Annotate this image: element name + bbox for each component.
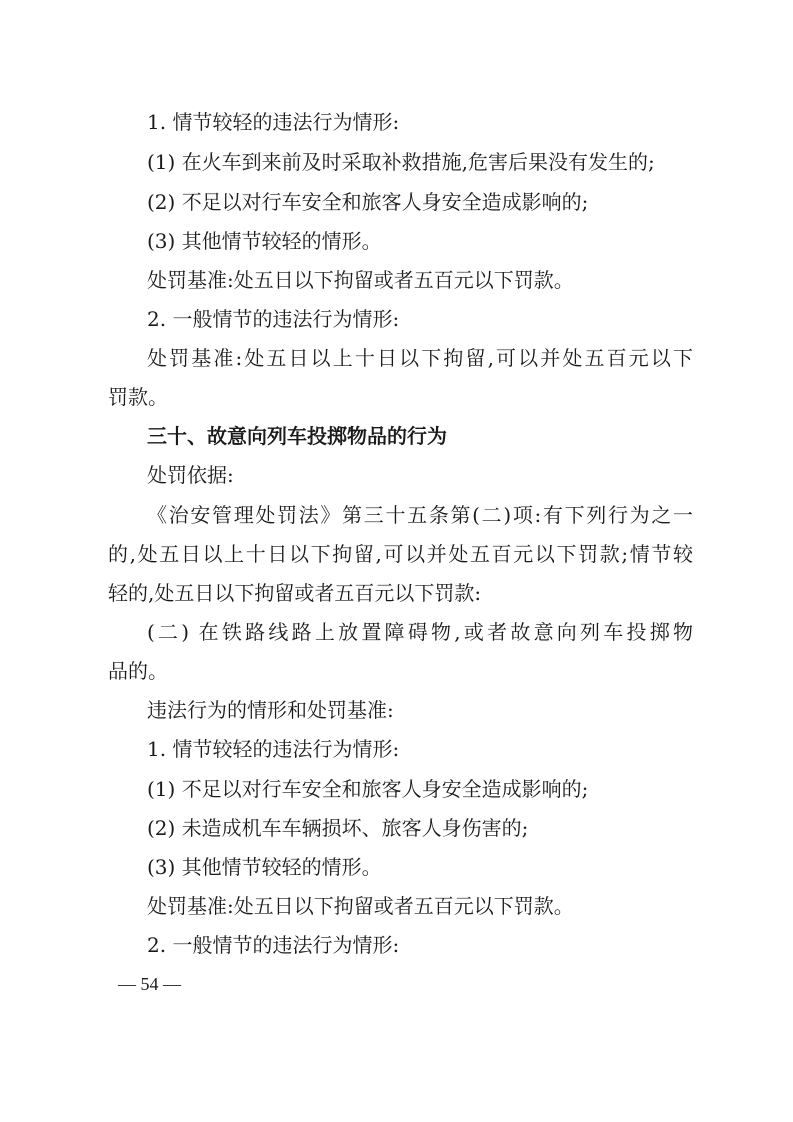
text-line: 2. 一般情节的违法行为情形: [147, 933, 400, 957]
text-line: (2) 不足以对行车安全和旅客人身安全造成影响的; [147, 190, 589, 214]
text-line: (3) 其他情节较轻的情形。 [147, 229, 382, 253]
page-number: — 54 — [118, 974, 181, 994]
text-line: 1. 情节较轻的违法行为情形: [147, 737, 400, 761]
text-line: 处罚基准:处五日以下拘留或者五百元以下罚款。 [147, 268, 574, 292]
text-line: (2) 未造成机车车辆损坏、旅客人身伤害的; [147, 816, 529, 840]
text-line: (二) 在铁路线路上放置障碍物,或者故意向列车投掷物 [147, 620, 693, 644]
text-line: 违法行为的情形和处罚基准: [147, 698, 394, 722]
text-line: (1) 不足以对行车安全和旅客人身安全造成影响的; [147, 777, 589, 801]
text-line: 处罚基准:处五日以下拘留或者五百元以下罚款。 [147, 894, 574, 918]
text-line: 罚款。 [108, 385, 168, 409]
text-line: 处罚基准:处五日以上十日以下拘留,可以并处五百元以下 [147, 346, 693, 370]
text-line: 品的。 [108, 659, 168, 683]
text-line: (1) 在火车到来前及时采取补救措施,危害后果没有发生的; [147, 150, 655, 174]
text-line: (3) 其他情节较轻的情形。 [147, 855, 382, 879]
text-line: 轻的,处五日以下拘留或者五百元以下罚款: [108, 581, 482, 605]
text-line: 《治安管理处罚法》第三十五条第(二)项:有下列行为之一 [147, 503, 693, 527]
text-line: 处罚依据: [147, 463, 234, 487]
text-line: 的,处五日以上十日以下拘留,可以并处五百元以下罚款;情节较 [108, 542, 693, 566]
text-line: 2. 一般情节的违法行为情形: [147, 307, 400, 331]
section-heading: 三十、故意向列车投掷物品的行为 [147, 424, 447, 448]
text-line: 1. 情节较轻的违法行为情形: [147, 110, 400, 134]
